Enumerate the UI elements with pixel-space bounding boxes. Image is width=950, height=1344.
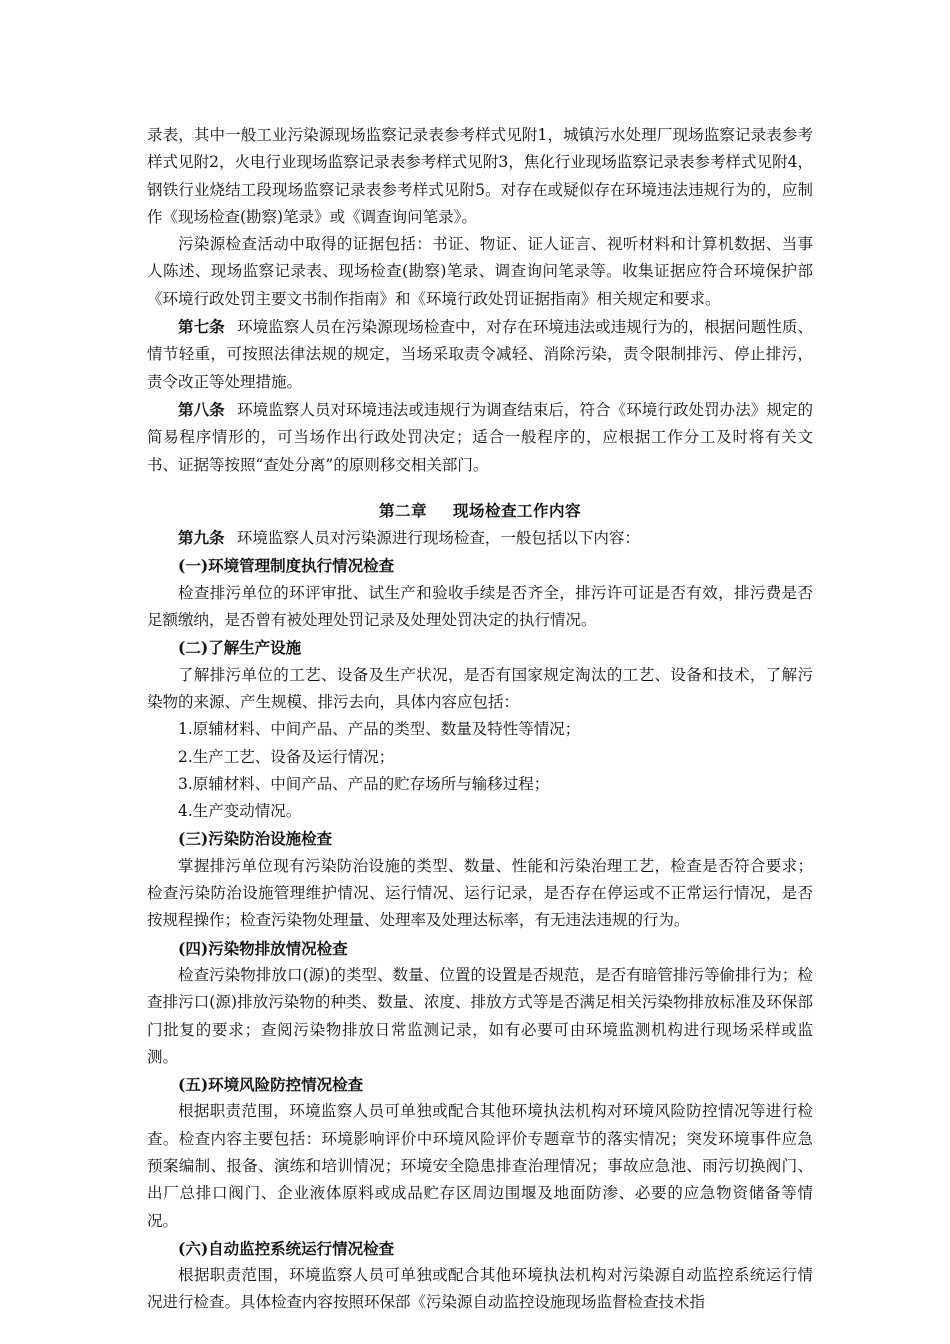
list-item: 1.原辅材料、中间产品、产品的类型、数量及特性等情况； [178, 720, 581, 739]
section-4-text: 检查污染物排放口(源)的类型、数量、位置的设置是否规范，是否有暗管排污等偷排行为；检查排污口(源)排放污染物的种类、数量、浓度、排放方式等是否满足相关污染物排放标准及环保部门批复的要求；查阅污染物排放日常监测记录，如有必要可由环境监测机构进行现场采样或监测。 [147, 965, 813, 1066]
paragraph-continuation: 录表，其中一般工业污染源现场监察记录表参考样式见附1，城镇污水处理厂现场监察记录表参考样式见附2，火电行业现场监察记录表参考样式见附3，焦化行业现场监察记录表参考样式见附4，钢铁行业烧结工段现场监察记录表参考样式见附5。对存在或疑似存在环境违法违规行为的，应制作《现场检查(勘察)笔录》或《调查询问笔录》。 [147, 126, 813, 226]
article-9 [147, 524, 813, 552]
section-2-title: (二)了解生产设施 [178, 638, 302, 658]
section-4-title: (四)污染物排放情况检查 [178, 938, 348, 958]
chapter-heading [147, 497, 813, 524]
document-body [147, 122, 813, 1317]
article-9-text: 环境监察人员对污染源进行现场检查，一般包括以下内容： [236, 529, 640, 548]
article-8 [147, 396, 813, 479]
section-5-title: (五)环境风险防控情况检查 [178, 1075, 364, 1095]
list-item: 3.原辅材料、中间产品、产品的贮存场所与输移过程； [178, 774, 550, 793]
section-6-text: 根据职责范围，环境监察人员可单独或配合其他环境执法机构对污染源自动监控系统运行情况进行检查。具体检查内容按照环保部《污染源自动监控设施现场监督检查技术指 [147, 1266, 813, 1312]
list-item: 2.生产工艺、设备及运行情况； [178, 747, 395, 766]
section-6-title: (六)自动监控系统运行情况检查 [178, 1238, 395, 1258]
article-9-label: 第九条 [178, 528, 225, 548]
section-2-text: 了解排污单位的工艺、设备及生产状况，是否有国家规定淘汰的工艺、设备和技术，了解污染物的来源、产生规模、排污去向，具体内容应包括： [147, 665, 813, 711]
paragraph-evidence: 污染源检查活动中取得的证据包括：书证、物证、证人证言、视听材料和计算机数据、当事人陈述、现场监察记录表、现场检查(勘察)笔录、调查询问笔录等。收集证据应符合环境保护部《环境行政处罚主要文书制作指南》和《环境行政处罚证据指南》相关规定和要求。 [147, 235, 813, 308]
list-item: 4.生产变动情况。 [178, 802, 302, 821]
section-3-text: 掌握排污单位现有污染防治设施的类型、数量、性能和污染治理工艺，检查是否符合要求；检查污染防治设施管理维护情况、运行情况、运行记录，是否存在停运或不正常运行情况，是否按规程操作；检查污染物处理量、处理率及处理达标率，有无违法违规的行为。 [147, 856, 813, 930]
section-3-title: (三)污染防治设施检查 [178, 829, 333, 849]
article-7 [147, 313, 813, 396]
article-8-label: 第八条 [178, 399, 225, 419]
chapter-number: 第二章 [378, 500, 427, 520]
section-1-text: 检查排污单位的环评审批、试生产和验收手续是否齐全，排污许可证是否有效，排污费是否足额缴纳，是否曾有被处理处罚记录及处理处罚决定的执行情况。 [147, 583, 813, 630]
article-7-text: 环境监察人员在污染源现场检查中，对存在环境违法或违规行为的，根据问题性质、情节轻重，可按照法律法规的规定，当场采取责令减轻、消除污染，责令限制排污、停止排污，责令改正等处理措施。 [147, 318, 813, 391]
chapter-title: 现场检查工作内容 [453, 500, 582, 520]
section-1-title: (一)环境管理制度执行情况检查 [178, 556, 395, 576]
article-8-text: 环境监察人员对环境违法或违规行为调查结束后，符合《环境行政处罚办法》规定的简易程序情形的，可当场作出行政处罚决定；适合一般程序的，应根据工作分工及时将有关文书、证据等按照“查处分离”的原则移交相关部门。 [147, 400, 813, 474]
section-5-text: 根据职责范围，环境监察人员可单独或配合其他环境执法机构对环境风险防控情况等进行检查。检查内容主要包括：环境影响评价中环境风险评价专题章节的落实情况；突发环境事件应急预案编制、报备、演练和培训情况；环境安全隐患排查治理情况；事故应急池、雨污切换阀门、出厂总排口阀门、企业液体原料或成品贮存区周边围堰及地面防渗、必要的应急物资储备等情况。 [147, 1102, 813, 1230]
article-7-label: 第七条 [178, 317, 225, 337]
